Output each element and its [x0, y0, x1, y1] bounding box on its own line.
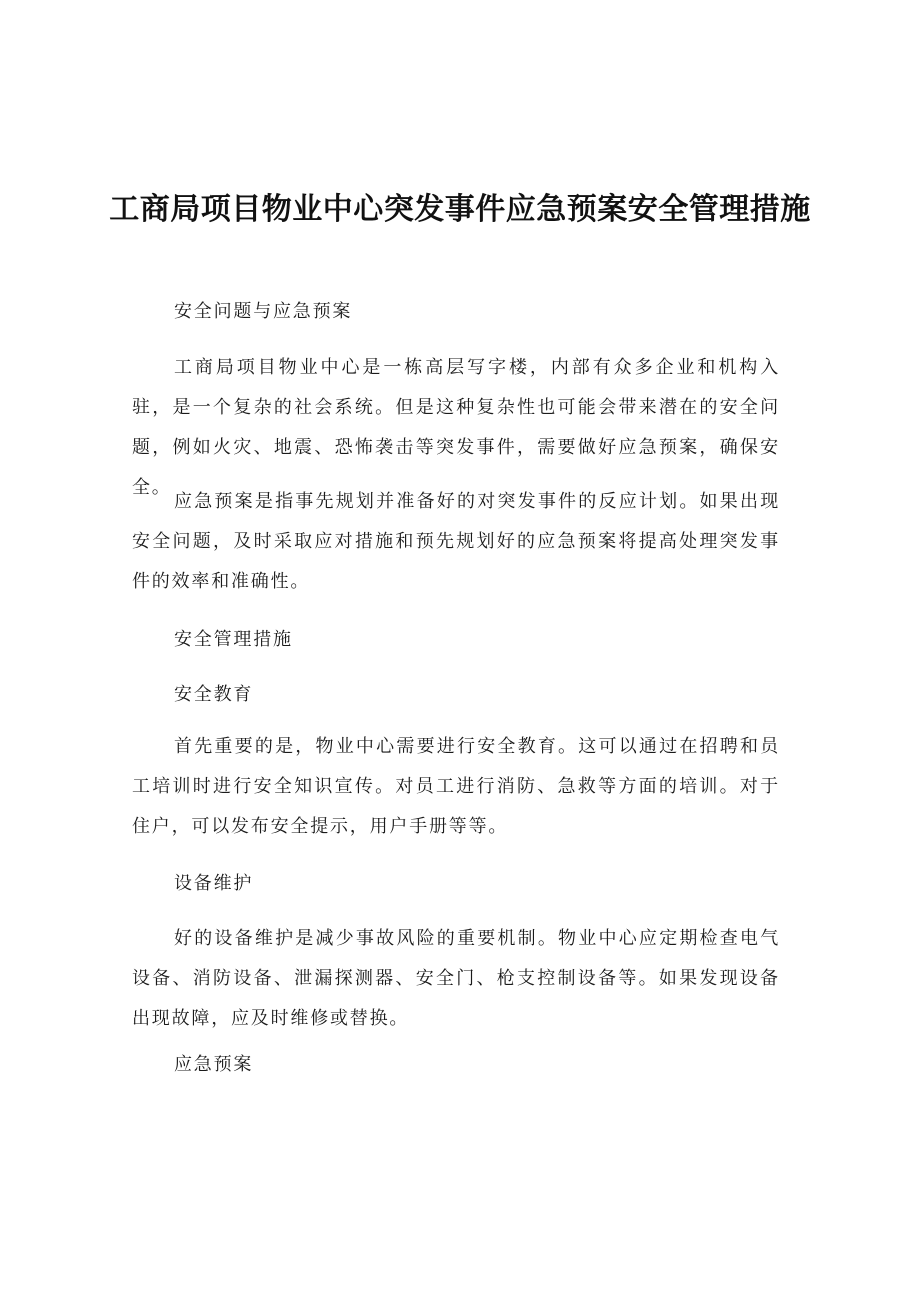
subsection-heading-education: 安全教育	[174, 684, 254, 705]
paragraph-plan-definition: 应急预案是指事先规划并准备好的对突发事件的反应计划。如果出现安全问题，及时采取应对措施和预先规划好的应急预案将提高处理突发事件的效率和准确性。	[132, 491, 780, 592]
paragraph-equipment: 好的设备维护是减少事故风险的重要机制。物业中心应定期检查电气设备、消防设备、泄漏探测器、安全门、枪支控制设备等。如果发现设备出现故障，应及时维修或替换。	[132, 928, 780, 1029]
document-title: 工商局项目物业中心突发事件应急预案安全管理措施	[109, 192, 811, 227]
paragraph-education: 首先重要的是，物业中心需要进行安全教育。这可以通过在招聘和员工培训时进行安全知识宣传。对员工进行消防、急救等方面的培训。对于住户，可以发布安全提示，用户手册等等。	[132, 736, 780, 837]
subsection-heading-emergency-plan: 应急预案	[174, 1054, 254, 1075]
section-heading-security-and-plan: 安全问题与应急预案	[174, 301, 353, 322]
subsection-heading-equipment: 设备维护	[174, 873, 254, 894]
section-heading-management-measures: 安全管理措施	[174, 629, 293, 650]
paragraph-intro: 工商局项目物业中心是一栋高层写字楼，内部有众多企业和机构入驻，是一个复杂的社会系统。但是这种复杂性也可能会带来潜在的安全问题，例如火灾、地震、恐怖袭击等突发事件，需要做好应急预案，确保安全。	[132, 357, 780, 498]
